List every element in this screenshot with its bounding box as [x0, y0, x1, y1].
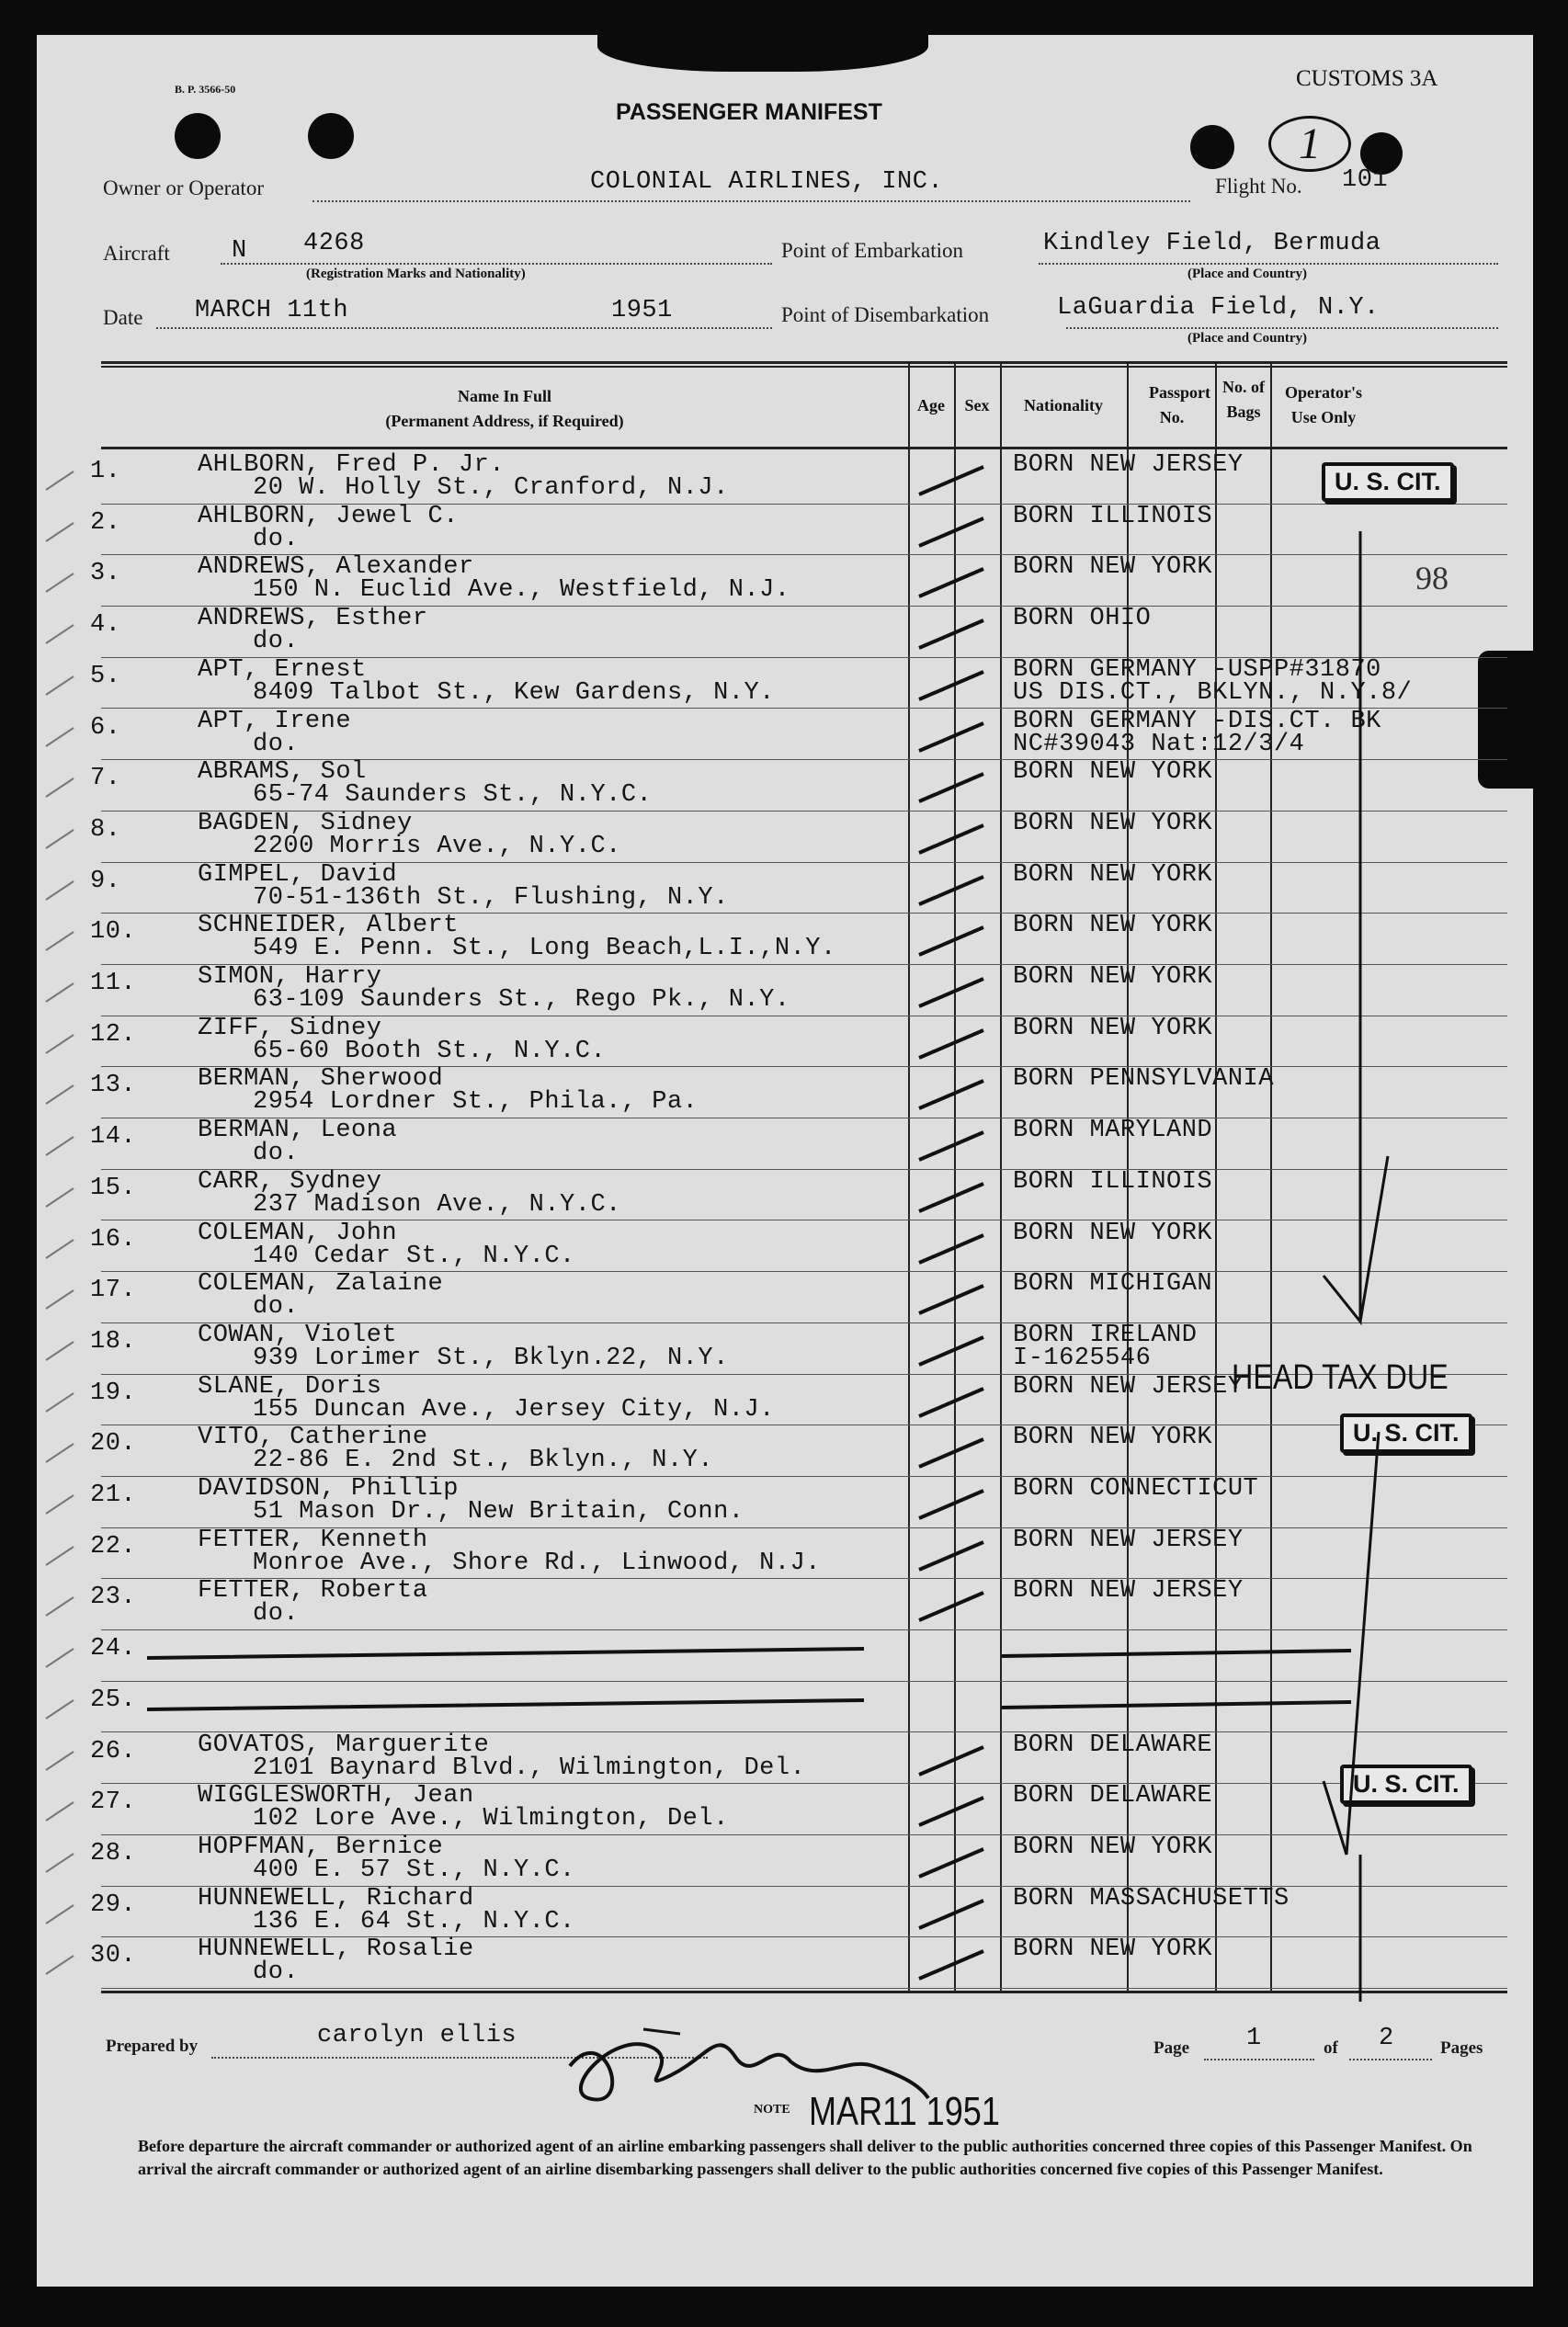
form-number: B. P. 3566-50: [175, 83, 236, 96]
row-number: 1.: [90, 458, 121, 485]
row-number: 17.: [90, 1277, 137, 1305]
us-citizen-stamp: U. S. CIT.: [1322, 462, 1454, 502]
nationality-value: BORN ILLINOIS: [1013, 1167, 1213, 1196]
nationality-value: BORN DELAWARE: [1013, 1731, 1213, 1759]
nationality-value: BORN NEW JERSEY: [1013, 1526, 1244, 1554]
passenger-name: HUNNEWELL, Richard: [198, 1884, 474, 1913]
passenger-name: FETTER, Roberta: [198, 1577, 428, 1606]
passenger-address: do.: [253, 730, 300, 758]
passenger-address: 549 E. Penn. St., Long Beach,L.I.,N.Y.: [253, 935, 836, 963]
row-number: 27.: [90, 1788, 137, 1817]
prepared-by-label: Prepared by: [106, 2037, 199, 2056]
passenger-name: BERMAN, Sherwood: [198, 1065, 444, 1094]
nationality-value: BORN NEW JERSEY: [1013, 451, 1244, 479]
nationality-value: BORN MARYLAND: [1013, 1117, 1213, 1145]
row-number: 29.: [90, 1890, 137, 1919]
passenger-name: WIGGLESWORTH, Jean: [198, 1782, 474, 1811]
col-header-sex: Sex: [964, 396, 990, 414]
col-header-name-label: Name In Full: [457, 387, 551, 405]
nationality-value: BORN NEW YORK: [1013, 860, 1213, 889]
punch-hole: [308, 113, 354, 159]
passenger-name: GIMPEL, David: [198, 860, 398, 889]
row-number: 11.: [90, 970, 137, 997]
passenger-address: do.: [253, 525, 300, 553]
row-number: 26.: [90, 1737, 137, 1765]
passenger-address: 2101 Baynard Blvd., Wilmington, Del.: [253, 1754, 806, 1782]
page-title: PASSENGER MANIFEST: [616, 99, 882, 125]
passenger-name: HOPFMAN, Bernice: [198, 1833, 444, 1861]
col-header-operator: Operator's Use Only: [1285, 383, 1362, 426]
disembarkation-label: Point of Disembarkation: [781, 303, 990, 326]
passenger-address: 939 Lorimer St., Bklyn.22, N.Y.: [253, 1344, 729, 1372]
date-value: MARCH 11th: [195, 297, 349, 324]
passenger-address: 136 E. 64 St., N.Y.C.: [253, 1907, 575, 1935]
row-number: 12.: [90, 1020, 137, 1049]
operator-check-marks: [1305, 513, 1415, 2011]
row-number: 19.: [90, 1379, 137, 1407]
col-header-name: [101, 384, 908, 434]
nationality-value: BORN NEW YORK: [1013, 1424, 1213, 1452]
row-number: 10.: [90, 918, 137, 947]
disembarkation-value: LaGuardia Field, N.Y.: [1057, 294, 1380, 322]
nationality-detail: US DIS.CT., BKLYN., N.Y.8/: [1013, 678, 1413, 707]
head-tax-stamp: HEAD TAX DUE: [1232, 1358, 1449, 1397]
passenger-address: 65-60 Booth St., N.Y.C.: [253, 1037, 607, 1065]
passenger-address: 150 N. Euclid Ave., Westfield, N.J.: [253, 576, 790, 605]
passenger-address: 22-86 E. 2nd St., Bklyn., N.Y.: [253, 1447, 714, 1475]
passenger-name: AHLBORN, Fred P. Jr.: [198, 451, 506, 479]
passenger-address: 400 E. 57 St., N.Y.C.: [253, 1856, 575, 1884]
nationality-value: BORN ILLINOIS: [1013, 502, 1213, 530]
col-header-nationality: Nationality: [1023, 396, 1103, 414]
passenger-name: BERMAN, Leona: [198, 1117, 398, 1145]
row-number: 4.: [90, 611, 121, 640]
nationality-value: BORN NEW YORK: [1013, 758, 1213, 787]
date-stamp: MAR11 1951: [809, 2089, 1000, 2134]
passenger-address: do.: [253, 1293, 300, 1322]
page-label: Page: [1153, 2038, 1190, 2058]
form-id: CUSTOMS 3A: [1296, 66, 1438, 91]
nationality-value: BORN GERMANY -USPP#31870: [1013, 655, 1381, 684]
row-number: 22.: [90, 1532, 137, 1561]
nationality-value: BORN MASSACHUSETTS: [1013, 1884, 1290, 1913]
passenger-address: 155 Duncan Ave., Jersey City, N.J.: [253, 1395, 775, 1424]
punch-hole: [175, 113, 221, 159]
year-value: 1951: [611, 297, 673, 324]
passenger-name: CARR, Sydney: [198, 1167, 382, 1196]
passenger-name: ZIFF, Sidney: [198, 1014, 382, 1042]
row-number: 8.: [90, 815, 121, 844]
nationality-value: BORN NEW YORK: [1013, 553, 1213, 582]
nationality-value: BORN DELAWARE: [1013, 1782, 1213, 1811]
passenger-address: 65-74 Saunders St., N.Y.C.: [253, 781, 653, 810]
nationality-detail: NC#39043 Nat:12/3/4: [1013, 730, 1305, 758]
row-number: 7.: [90, 765, 121, 793]
disembarkation-sublabel: (Place and Country): [1187, 331, 1307, 346]
page-value: 1: [1246, 2025, 1262, 2052]
of-label: of: [1324, 2038, 1338, 2058]
row-number: 6.: [90, 713, 121, 742]
passenger-name: COLEMAN, Zalaine: [198, 1270, 444, 1299]
row-number: 25.: [90, 1686, 137, 1714]
col-header-age: Age: [917, 396, 945, 414]
row-number: 30.: [90, 1942, 137, 1970]
passenger-address: do.: [253, 1140, 300, 1168]
passenger-address: 237 Madison Ave., N.Y.C.: [253, 1190, 621, 1219]
passenger-address: 2954 Lordner St., Phila., Pa.: [253, 1088, 699, 1117]
us-citizen-stamp: U. S. CIT.: [1340, 1765, 1472, 1804]
note-label: NOTE: [754, 2103, 790, 2117]
passenger-name: SIMON, Harry: [198, 963, 382, 991]
row-number: 23.: [90, 1583, 137, 1612]
us-citizen-stamp: U. S. CIT.: [1340, 1413, 1472, 1453]
torn-edge: [597, 7, 928, 72]
col-header-name-sublabel: (Permanent Address, if Required): [385, 412, 624, 430]
passenger-name: APT, Irene: [198, 707, 352, 735]
passenger-name: SLANE, Doris: [198, 1372, 382, 1401]
embarkation-sublabel: (Place and Country): [1187, 267, 1307, 281]
row-number: 28.: [90, 1839, 137, 1867]
date-label: Date: [103, 306, 143, 329]
embarkation-label: Point of Embarkation: [781, 239, 964, 262]
flight-label: Flight No.: [1215, 175, 1302, 198]
nationality-value: BORN NEW YORK: [1013, 1219, 1213, 1247]
passenger-address: 20 W. Holly St., Cranford, N.J.: [253, 474, 729, 502]
owner-label: Owner or Operator: [103, 176, 264, 199]
nationality-value: BORN CONNECTICUT: [1013, 1475, 1259, 1503]
pages-label: Pages: [1440, 2038, 1483, 2058]
passenger-name: COWAN, Violet: [198, 1321, 398, 1349]
table-row: [37, 453, 1533, 505]
aircraft-value: 4268: [303, 230, 365, 257]
passenger-address: do.: [253, 1600, 300, 1629]
passenger-name: FETTER, Kenneth: [198, 1526, 428, 1554]
nationality-value: BORN PENNSYLVANIA: [1013, 1065, 1274, 1094]
col-header-passport: Passport No.: [1149, 383, 1210, 426]
row-number: 3.: [90, 560, 121, 588]
row-number: 20.: [90, 1430, 137, 1459]
passenger-name: BAGDEN, Sidney: [198, 809, 413, 837]
nationality-value: BORN NEW JERSEY: [1013, 1577, 1244, 1606]
row-number: 9.: [90, 867, 121, 895]
passenger-name: ABRAMS, Sol: [198, 758, 367, 787]
prepared-by-value: carolyn ellis: [317, 2022, 517, 2049]
passenger-name: AHLBORN, Jewel C.: [198, 502, 459, 530]
nationality-value: BORN OHIO: [1013, 605, 1152, 633]
row-number: 2.: [90, 508, 121, 537]
aircraft-sublabel: (Registration Marks and Nationality): [306, 267, 526, 281]
aircraft-prefix: N: [232, 237, 247, 265]
margin-number: 98: [1415, 560, 1449, 596]
row-number: 16.: [90, 1225, 137, 1254]
owner-value: COLONIAL AIRLINES, INC.: [590, 168, 944, 196]
passenger-address: 8409 Talbot St., Kew Gardens, N.Y.: [253, 678, 775, 707]
nationality-value: BORN IRELAND: [1013, 1321, 1198, 1349]
row-number: 5.: [90, 662, 121, 690]
passenger-address: 63-109 Saunders St., Rego Pk., N.Y.: [253, 986, 790, 1014]
passenger-name: GOVATOS, Marguerite: [198, 1731, 490, 1759]
passenger-address: 51 Mason Dr., New Britain, Conn.: [253, 1498, 744, 1526]
nationality-value: BORN NEW YORK: [1013, 912, 1213, 940]
passenger-name: ANDREWS, Alexander: [198, 553, 474, 582]
passenger-name: DAVIDSON, Phillip: [198, 1475, 459, 1503]
passenger-address: do.: [253, 1958, 300, 1987]
row-number: 21.: [90, 1481, 137, 1509]
nationality-detail: I-1625546: [1013, 1344, 1152, 1372]
of-value: 2: [1379, 2025, 1394, 2052]
nationality-value: BORN NEW JERSEY: [1013, 1372, 1244, 1401]
manifest-page: [37, 35, 1533, 2287]
pen-marks: [37, 453, 1533, 505]
punch-hole: [1190, 125, 1234, 169]
row-number: 18.: [90, 1327, 137, 1356]
col-header-bags: No. of Bags: [1222, 378, 1265, 421]
aircraft-label: Aircraft: [103, 242, 170, 265]
flight-value: 101: [1342, 166, 1389, 194]
passenger-address: do.: [253, 628, 300, 656]
footer-instructions: Before departure the aircraft commander or authorized agent of an airline embarking passengers shall deliver to the public authorities concerned three copies of this Passenger Manifest. On arrival the aircraft commander or authorized agent of an airline disembarking passengers shall deliver to the public authorities concerned five copies of this Passenger Manifest.: [138, 2137, 1472, 2178]
row-number: 24.: [90, 1635, 137, 1663]
nationality-value: BORN NEW YORK: [1013, 1833, 1213, 1861]
passenger-address: 140 Cedar St., N.Y.C.: [253, 1242, 575, 1270]
passenger-name: VITO, Catherine: [198, 1424, 428, 1452]
passenger-name: COLEMAN, John: [198, 1219, 398, 1247]
passenger-name: HUNNEWELL, Rosalie: [198, 1935, 474, 1964]
passenger-name: ANDREWS, Esther: [198, 605, 428, 633]
row-number: 15.: [90, 1174, 137, 1202]
embarkation-value: Kindley Field, Bermuda: [1043, 230, 1381, 257]
row-number: 13.: [90, 1072, 137, 1100]
nationality-value: BORN NEW YORK: [1013, 1935, 1213, 1964]
nationality-value: BORN NEW YORK: [1013, 1014, 1213, 1042]
nationality-value: BORN NEW YORK: [1013, 963, 1213, 991]
passenger-address: 2200 Morris Ave., N.Y.C.: [253, 832, 621, 860]
nationality-value: BORN MICHIGAN: [1013, 1270, 1213, 1299]
row-number: 14.: [90, 1123, 137, 1152]
passenger-name: APT, Ernest: [198, 655, 367, 684]
passenger-name: SCHNEIDER, Albert: [198, 912, 459, 940]
passenger-address: Monroe Ave., Shore Rd., Linwood, N.J.: [253, 1549, 821, 1577]
passenger-address: 70-51-136th St., Flushing, N.Y.: [253, 883, 729, 912]
passenger-address: 102 Lore Ave., Wilmington, Del.: [253, 1805, 729, 1833]
flight-annotation: 1: [1268, 116, 1351, 172]
nationality-value: BORN GERMANY -DIS.CT. BK: [1013, 707, 1381, 735]
nationality-value: BORN NEW YORK: [1013, 809, 1213, 837]
